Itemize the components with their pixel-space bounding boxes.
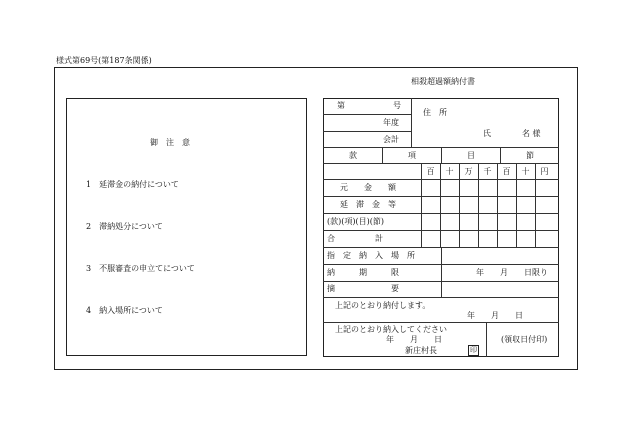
year-label: 年度 (383, 118, 399, 127)
request-statement: 上記のとおり納入してください (335, 325, 447, 334)
header-kan: 款 (349, 151, 357, 160)
header-moku: 目 (467, 151, 475, 160)
row-classification: (款)(項)(目)(節) (327, 217, 384, 226)
form-title: 相殺超過額納付書 (411, 77, 475, 86)
name-label: 氏 (483, 129, 491, 138)
note-item: 3 不服審査の申立てについて (86, 264, 195, 273)
number-label: 第 (337, 101, 345, 110)
receipt-stamp-label: (領収日付印) (501, 335, 548, 344)
row-total: 合 計 (327, 234, 383, 243)
due-value: 年 月 日限り (476, 268, 548, 277)
remarks-label: 摘 要 (327, 284, 399, 293)
address-label: 住 所 (423, 108, 447, 117)
digit-unit: 十 (445, 167, 454, 176)
number-suffix: 号 (393, 101, 401, 110)
payment-place-label: 指 定 納 入 場 所 (327, 251, 415, 260)
paid-date: 年 月 日 (467, 311, 523, 320)
seal-mark: 印 (470, 346, 477, 354)
notes-heading: 御 注 意 (150, 138, 190, 147)
digit-unit: 百 (502, 167, 511, 176)
row-principal: 元 金 額 (340, 183, 396, 192)
due-label: 納 期 限 (327, 268, 399, 277)
header-kou: 項 (408, 151, 416, 160)
paid-statement: 上記のとおり納付します。 (335, 301, 431, 310)
note-item: 2 滞納処分について (86, 222, 163, 231)
form-label: 様式第69号(第187条関係) (56, 56, 152, 65)
name-suffix: 名 様 (522, 129, 541, 138)
account-label: 会計 (383, 135, 399, 144)
issuer-name: 新庄村長 (405, 346, 437, 355)
digit-unit: 万 (464, 167, 473, 176)
note-item: 1 延滞金の納付について (86, 180, 179, 189)
digit-unit: 百 (426, 167, 435, 176)
digit-unit: 円 (540, 167, 549, 176)
row-late-fee: 延 滞 金 等 (340, 200, 396, 209)
digit-unit: 千 (483, 167, 492, 176)
digit-unit: 十 (521, 167, 530, 176)
note-item: 4 納入場所について (86, 306, 163, 315)
header-setsu: 節 (526, 151, 534, 160)
request-date: 年 月 日 (386, 335, 442, 344)
